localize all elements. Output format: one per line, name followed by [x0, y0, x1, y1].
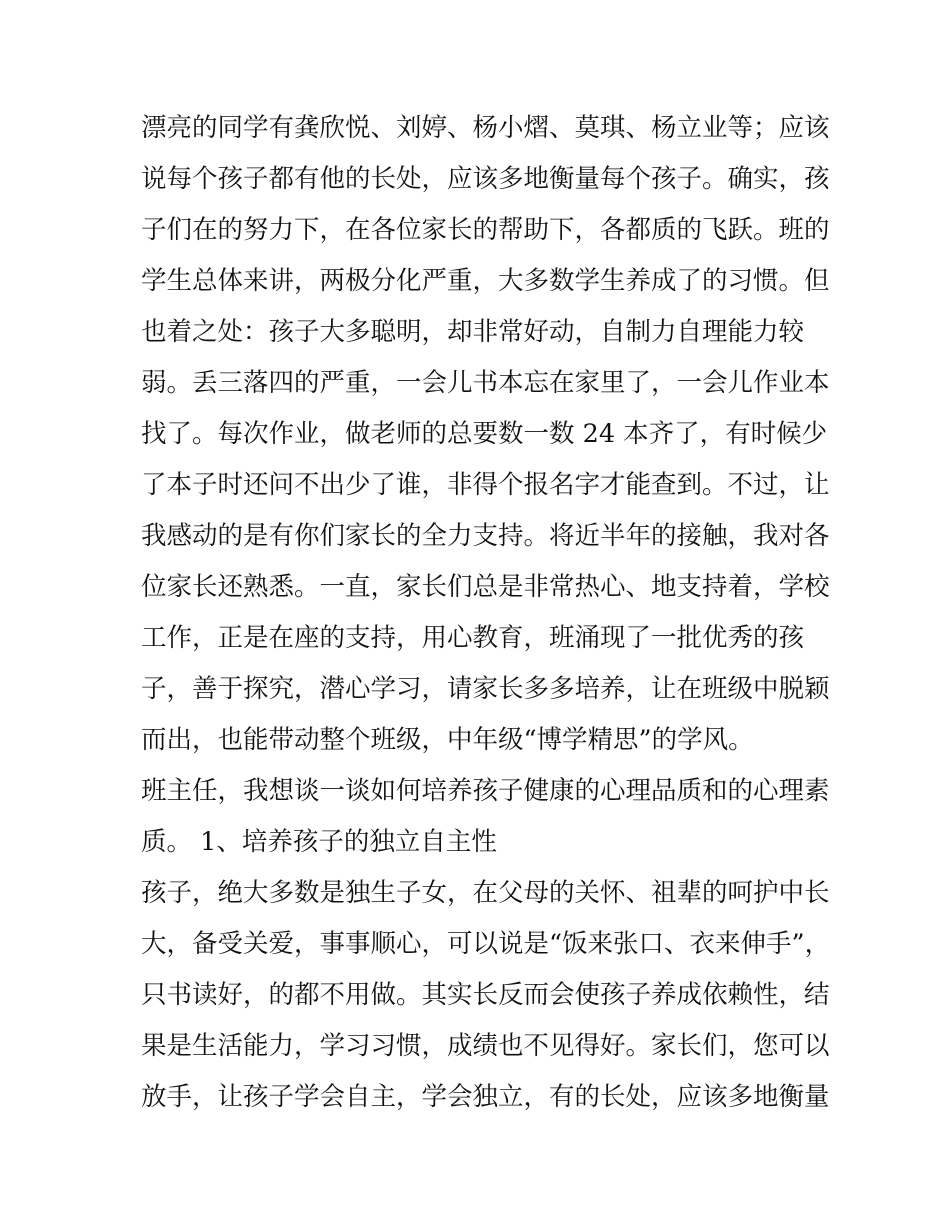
text-line: 漂亮的同学有龚欣悦、刘婷、杨小熠、莫琪、杨立业等；应该	[141, 113, 830, 143]
text-line: 果是生活能力，学习习惯，成绩也不见得好。家长们，您可以	[141, 1031, 830, 1061]
text-line: 也着之处：孩子大多聪明，却非常好动，自制力自理能力较	[141, 317, 805, 347]
text-line: 我感动的是有你们家长的全力支持。将近半年的接触，我对各	[141, 521, 830, 551]
body-text	[141, 103, 831, 1123]
paragraph-mental-quality	[141, 766, 830, 868]
text-line: 子，善于探究，潜心学习，请家长多多培养，让在班级中脱颖	[141, 674, 830, 704]
text-line: 说每个孩子都有他的长处，应该多地衡量每个孩子。确实，孩	[141, 164, 830, 194]
text-line: 孩子，绝大多数是独生子女，在父母的关怀、祖辈的呵护中长	[141, 878, 830, 908]
text-line: 了本子时还问不出少了谁，非得个报名字才能查到。不过，让	[141, 470, 830, 500]
text-line: 找了。每次作业，做老师的总要数一数 24 本齐了，有时候少	[141, 419, 828, 449]
paragraph-independence	[141, 868, 831, 1123]
text-line: 只书读好，的都不用做。其实长反而会使孩子养成依赖性，结	[141, 980, 830, 1010]
text-line: 子们在的努力下，在各位家长的帮助下，各都质的飞跃。班的	[141, 215, 830, 245]
text-line: 放手，让孩子学会自主，学会独立，有的长处，应该多地衡量	[141, 1082, 830, 1112]
text-line: 大，备受关爱，事事顺心，可以说是“饭来张口、衣来伸手”，	[141, 929, 831, 959]
text-line: 学生总体来讲，两极分化严重，大多数学生养成了的习惯。但	[141, 266, 830, 296]
text-line: 弱。丢三落四的严重，一会儿书本忘在家里了，一会儿作业本	[141, 368, 830, 398]
text-line: 而出，也能带动整个班级，中年级“博学精思”的学风。	[141, 725, 754, 755]
text-line: 班主任，我想谈一谈如何培养孩子健康的心理品质和的心理素	[141, 776, 830, 806]
text-line: 工作，正是在座的支持，用心教育，班涌现了一批优秀的孩	[141, 623, 805, 653]
paragraph-class-overview	[141, 103, 830, 766]
text-line: 质。 1、培养孩子的独立自主性	[141, 827, 497, 857]
text-line: 位家长还熟悉。一直，家长们总是非常热心、地支持着，学校	[141, 572, 830, 602]
